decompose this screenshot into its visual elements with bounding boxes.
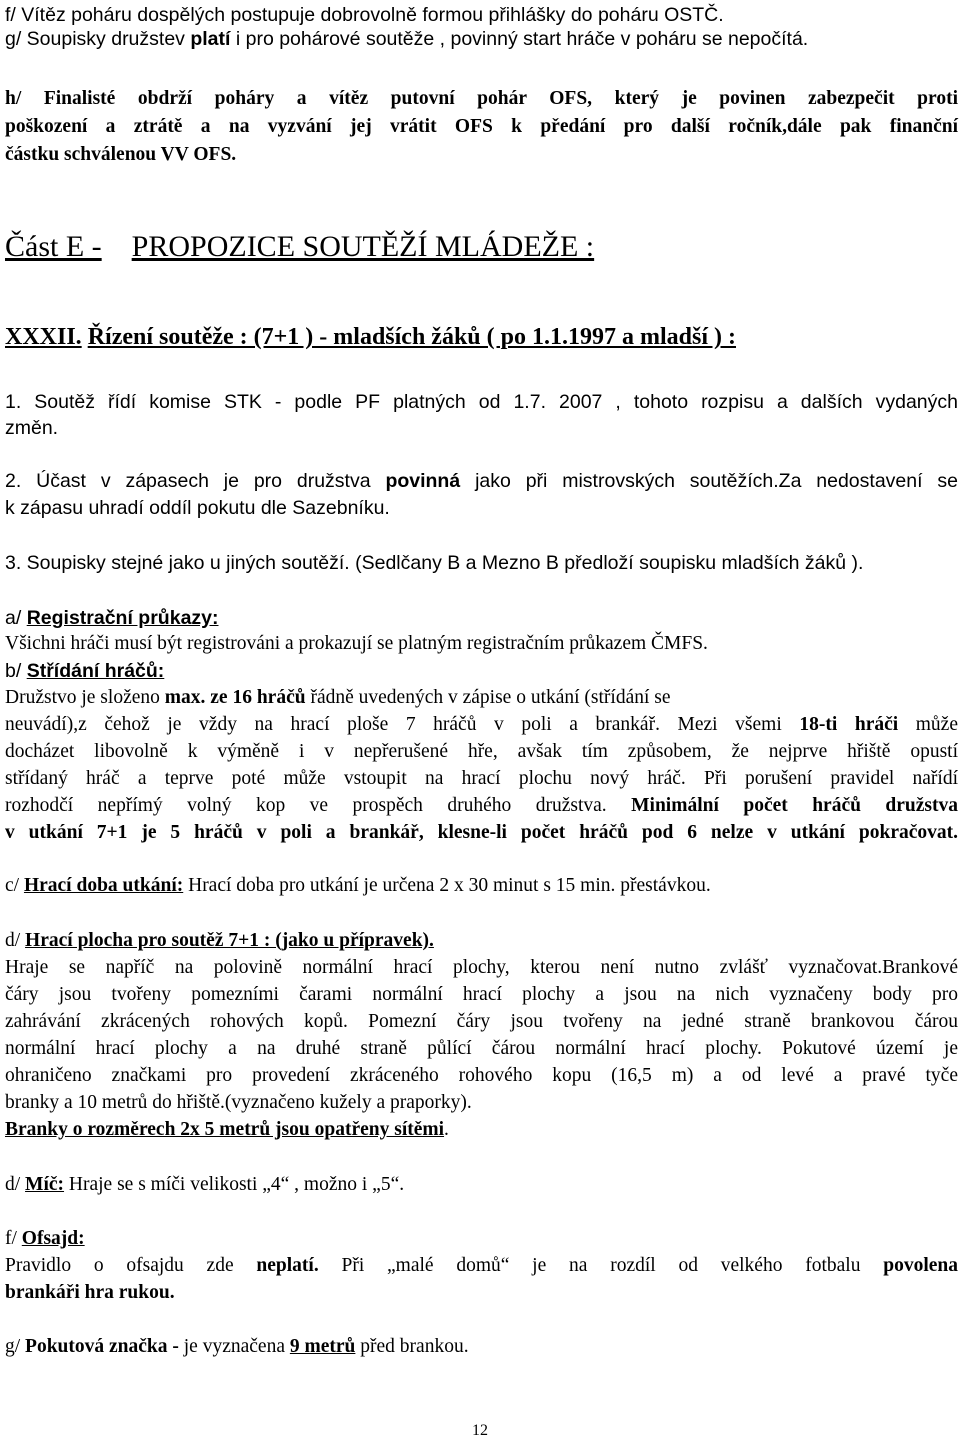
- offside-line-2: brankáři hra rukou.: [5, 1282, 175, 1303]
- item-3: 3. Soupisky stejné jako u jiných soutěží. (Sedlčany B a Mezno B předloží soupisku mladších žáků ).: [5, 552, 864, 574]
- substitution-line-4: střídaný hráč a teprve poté může vstoupit na hrací plochu nový hráč. Při porušení pravidel nařídí: [5, 768, 958, 789]
- penalty-mark-rule: g/ Pokutová značka - je vyznačena 9 metrů před brankou.: [5, 1336, 469, 1357]
- field-line-1: Hraje se napříč na polovině normální hrací plochy, kterou není nutno zvlášť vyznačovat.Brankové: [5, 957, 958, 978]
- field-line-2: čáry jsou tvořeny pomezními čarami normální hrací plochy a jsou na nich vyznačeny body pro: [5, 984, 958, 1005]
- chapter-heading: [5, 322, 736, 352]
- registration-text: Všichni hráči musí být registrováni a prokazují se platným registračním průkazem ČMFS.: [5, 633, 708, 654]
- offside-heading: f/ Ofsajd:: [5, 1228, 85, 1249]
- field-heading: d/ Hrací plocha pro soutěž 7+1 : (jako u přípravek).: [5, 930, 434, 951]
- registration-heading: a/ Registrační průkazy:: [5, 607, 219, 629]
- section-title: PROPOZICE SOUTĚŽÍ MLÁDEŽE :: [131, 230, 595, 263]
- field-line-7: Branky o rozměrech 2x 5 metrů jsou opatřeny sítěmi.: [5, 1119, 449, 1140]
- rule-g-line: g/ Soupisky družstev platí i pro pohárové soutěže , povinný start hráče v poháru se nepočítá.: [5, 28, 809, 50]
- substitution-line-5: rozhodčí nepřímý volný kop ve prospěch druhého družstva. Minimální počet hráčů družstva: [5, 795, 958, 816]
- substitution-heading: b/ Střídání hráčů:: [5, 660, 165, 682]
- rule-h-line-1: h/ Finalisté obdrží poháry a vítěz putovní pohár OFS, který je povinen zabezpečit proti: [5, 88, 958, 109]
- field-line-3: zahrávání zkrácených rohových kopů. Pomezní čáry jsou tvořeny na jedné straně brankovou čárou: [5, 1011, 958, 1032]
- page-number: 12: [472, 1422, 488, 1439]
- rule-h-line-3: částku schválenou VV OFS.: [5, 144, 237, 165]
- section-heading: [5, 230, 594, 264]
- chapter-title: Řízení soutěže : (7+1 ) - mladších žáků ( po 1.1.1997 a mladší ) :: [87, 324, 736, 350]
- substitution-line-6: v utkání 7+1 je 5 hráčů v poli a brankář, klesne-li počet hráčů pod 6 nelze v utkání pokračovat.: [5, 822, 958, 843]
- offside-line-1: Pravidlo o ofsajdu zde neplatí. Při „malé domů“ je na rozdíl od velkého fotbalu povolena: [5, 1255, 958, 1276]
- chapter-number: XXXII.: [5, 324, 82, 350]
- match-duration: c/ Hrací doba utkání: Hrací doba pro utkání je určena 2 x 30 minut s 15 min. přestávkou.: [5, 875, 711, 896]
- ball-rule: d/ Míč: Hraje se s míči velikosti „4“ , možno i „5“.: [5, 1174, 405, 1195]
- substitution-line-1: Družstvo je složeno max. ze 16 hráčů řádně uvedených v zápise o utkání (střídání se: [5, 687, 671, 708]
- item-1-line-2: změn.: [5, 417, 59, 439]
- field-line-5: ohraničeno značkami pro provedení zkráceného rohového kopu (16,5 m) a od levé a pravé tyče: [5, 1065, 958, 1086]
- substitution-line-3: docházet libovolně k výměně i v nepřerušené hře, avšak tím způsobem, že nejprve hřiště opustí: [5, 741, 958, 762]
- field-line-4: normální hrací plochy a na druhé straně půlící čárou normální hrací plochy. Pokutové území je: [5, 1038, 958, 1059]
- rule-f-line: f/ Vítěz poháru dospělých postupuje dobrovolně formou přihlášky do poháru OSTČ.: [5, 4, 724, 26]
- field-line-6: branky a 10 metrů do hřiště.(vyznačeno kužely a praporky).: [5, 1092, 472, 1113]
- item-2-line-2: k zápasu uhradí oddíl pokutu dle Sazebníku.: [5, 497, 390, 519]
- rule-h-line-2: poškození a ztrátě a na vyzvání jej vrátit OFS k předání pro další ročník,dále pak finanční: [5, 116, 958, 137]
- section-prefix: Část E -: [5, 230, 102, 263]
- item-2-line-1: 2. Účast v zápasech je pro družstva povinná jako při mistrovských soutěžích.Za nedostavení se: [5, 470, 958, 492]
- substitution-line-2: neuvádí),z čehož je vždy na hrací ploše 7 hráčů v poli a brankář. Mezi všemi 18-ti hráči může: [5, 714, 958, 735]
- item-1-line-1: 1. Soutěž řídí komise STK - podle PF platných od 1.7. 2007 , tohoto rozpisu a dalších vydaných: [5, 391, 958, 413]
